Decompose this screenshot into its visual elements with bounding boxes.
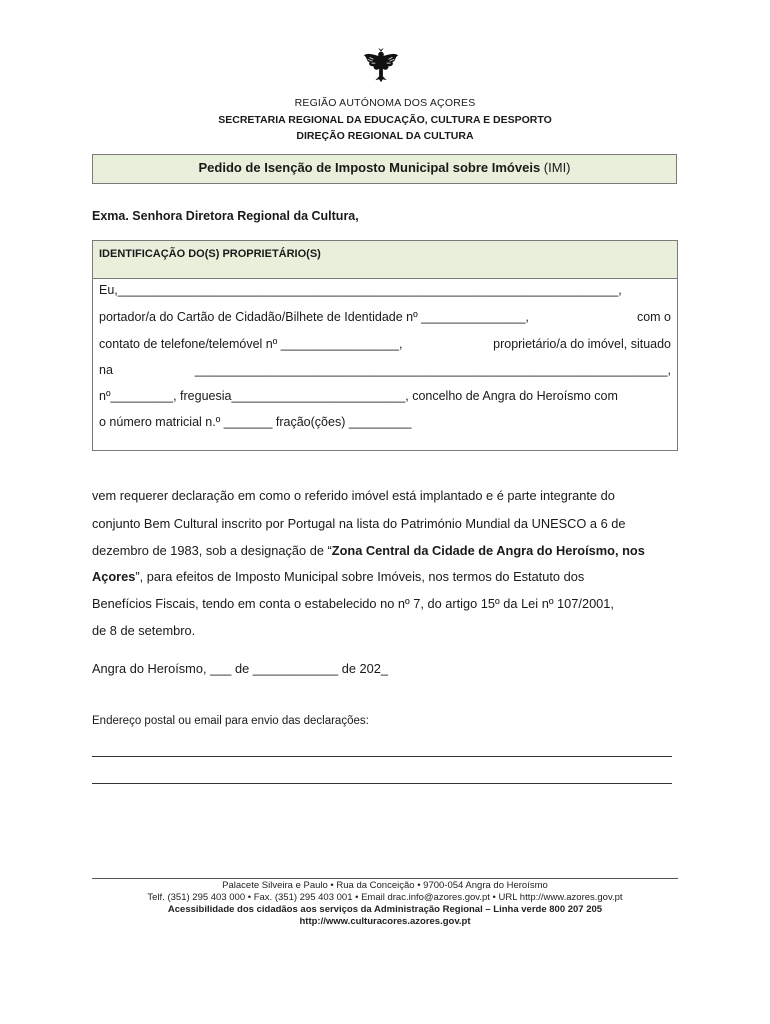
body-paragraph-line: vem requerer declaração em como o referido imóvel está implantado e é parte integrante do <box>92 488 615 503</box>
owner-phone-text-end: proprietário/a do imóvel, situado <box>493 337 671 351</box>
owner-section-heading: IDENTIFICAÇÃO DO(S) PROPRIETÁRIO(S) <box>93 241 677 279</box>
owner-id-line[interactable] <box>99 310 671 324</box>
footer-accessibility: Acessibilidade dos cidadãos aos serviços da Administração Regional – Linha verde 800 207 205 <box>167 904 603 915</box>
body-text: ”, para efeitos de Imposto Municipal sobre Imóveis, nos termos do Estatuto dos <box>135 569 585 584</box>
footer-contacts: Telf. (351) 295 403 000 • Fax. (351) 295 403 001 • Email drac.info@azores.gov.pt • URL http://www.azores.gov.pt <box>147 892 623 903</box>
property-location-prefix: na <box>99 363 113 377</box>
body-paragraph-line: Benefícios Fiscais, tendo em conta o estabelecido no nº 7, do artigo 15º da Lei nº 107/2001, <box>92 596 614 611</box>
form-title-box <box>92 154 677 184</box>
owner-phone-text: contato de telefone/telemóvel nº _________________, <box>99 337 403 351</box>
header-direcao: DIREÇÃO REGIONAL DA CULTURA <box>296 130 474 142</box>
header-secretaria: SECRETARIA REGIONAL DA EDUCAÇÃO, CULTURA E DESPORTO <box>218 114 552 126</box>
owner-identification-section <box>92 240 678 451</box>
footer-url: http://www.culturacores.azores.gov.pt <box>299 916 471 927</box>
designation-bold-end: Açores <box>92 569 136 584</box>
form-title-abbr: (IMI) <box>540 160 571 175</box>
form-title: Pedido de Isenção de Imposto Municipal sobre Imóveis <box>198 160 541 175</box>
property-location-blank: ____________________________________________________________________, <box>194 363 671 377</box>
footer-divider <box>92 878 678 879</box>
property-location-line[interactable] <box>99 363 671 377</box>
body-text: dezembro de 1983, sob a designação de “ <box>92 543 332 558</box>
owner-name-line[interactable]: Eu,________________________________________________________________________, <box>99 283 622 297</box>
salutation: Exma. Senhora Diretora Regional da Cultura, <box>92 209 359 223</box>
property-parish-line[interactable]: nº_________, freguesia_________________________, concelho de Angra do Heroísmo com <box>99 389 618 403</box>
address-field-line-1[interactable] <box>92 756 672 757</box>
property-matrix-line[interactable]: o número matricial n.º _______ fração(ções) _________ <box>99 415 412 429</box>
body-paragraph-line: de 8 de setembro. <box>92 623 196 638</box>
footer-address: Palacete Silveira e Paulo • Rua da Conceição • 9700-054 Angra do Heroísmo <box>222 880 548 891</box>
designation-bold: Zona Central da Cidade de Angra do Heroísmo, nos <box>331 543 645 558</box>
owner-id-text-end: com o <box>636 310 671 324</box>
body-paragraph-line: conjunto Bem Cultural inscrito por Portugal na lista do Património Mundial da UNESCO a 6 de <box>92 516 626 531</box>
address-field-line-2[interactable] <box>92 783 672 784</box>
body-paragraph-line <box>92 569 678 584</box>
address-label: Endereço postal ou email para envio das declarações: <box>92 715 369 727</box>
eagle-crest-icon <box>362 46 400 84</box>
header-region: REGIÃO AUTÓNOMA DOS AÇORES <box>294 97 476 109</box>
date-line[interactable]: Angra do Heroísmo, ___ de ____________ de 202_ <box>92 661 388 676</box>
body-paragraph-line <box>92 543 678 558</box>
owner-phone-line[interactable] <box>99 337 671 351</box>
owner-id-text: portador/a do Cartão de Cidadão/Bilhete de Identidade nº _______________, <box>99 310 529 324</box>
